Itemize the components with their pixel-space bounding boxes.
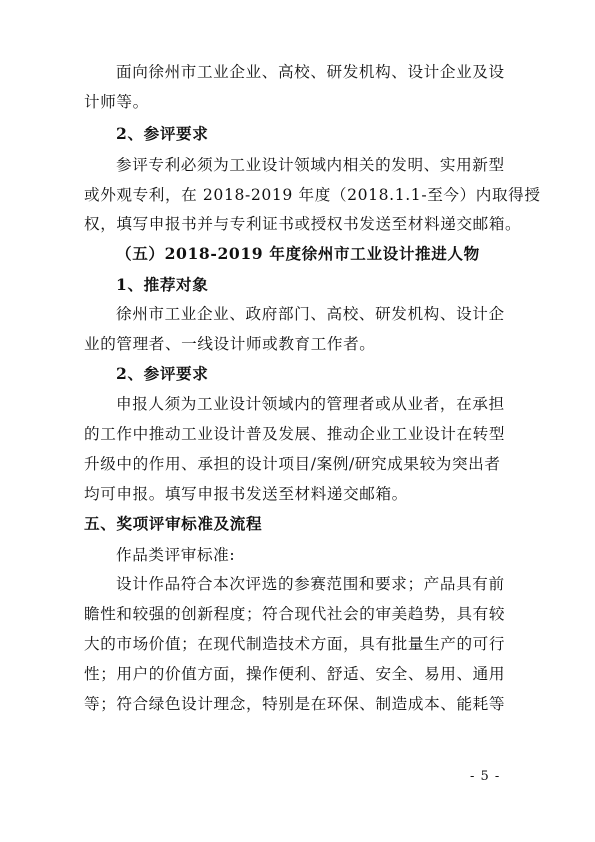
section-heading: （五）2018-2019 年度徐州市工业设计推进人物 (116, 244, 480, 263)
body-text-line: 申报人须为工业设计领域内的管理者或从业者，在承担 (116, 395, 505, 413)
body-text-line: 徐州市工业企业、政府部门、高校、研发机构、设计企 (116, 305, 505, 323)
section-heading: 2、参评要求 (116, 124, 209, 143)
body-text-line: 的工作中推动工业设计普及发展、推动企业工业设计在转型 (84, 425, 506, 443)
body-text-line: 业的管理者、一线设计师或教育工作者。 (84, 335, 376, 353)
body-text-line: 或外观专利，在 2018-2019 年度（2018.1.1-至今）内取得授 (84, 186, 541, 204)
body-text-line: 瞻性和较强的创新程度；符合现代社会的审美趋势，具有较 (84, 605, 506, 623)
body-text-line: 升级中的作用、承担的设计项目/案例/研究成果较为突出者 (84, 455, 501, 473)
body-text-line: 设计作品符合本次评选的参赛范围和要求；产品具有前 (116, 575, 505, 593)
body-text-line: 作品类评审标准: (116, 546, 236, 564)
section-heading: 1、推荐对象 (116, 275, 209, 294)
section-heading: 2、参评要求 (116, 364, 209, 383)
body-text-line: 均可申报。填写申报书发送至材料递交邮箱。 (84, 485, 408, 503)
body-text-line: 等；符合绿色设计理念，特别是在环保、制造成本、能耗等 (84, 695, 506, 713)
body-text-line: 面向徐州市工业企业、高校、研发机构、设计企业及设 (116, 63, 505, 81)
page-number: - 5 - (470, 769, 501, 784)
body-text-line: 权，填写申报书并与专利证书或授权书发送至材料递交邮箱。 (84, 215, 522, 233)
body-text-line: 大的市场价值；在现代制造技术方面，具有批量生产的可行 (84, 635, 506, 653)
section-heading: 五、奖项评审标准及流程 (84, 514, 263, 533)
body-text-line: 性；用户的价值方面，操作便利、舒适、安全、易用、通用 (84, 665, 506, 683)
body-text-line: 参评专利必须为工业设计领域内相关的发明、实用新型 (116, 156, 505, 174)
body-text-line: 计师等。 (84, 93, 149, 111)
